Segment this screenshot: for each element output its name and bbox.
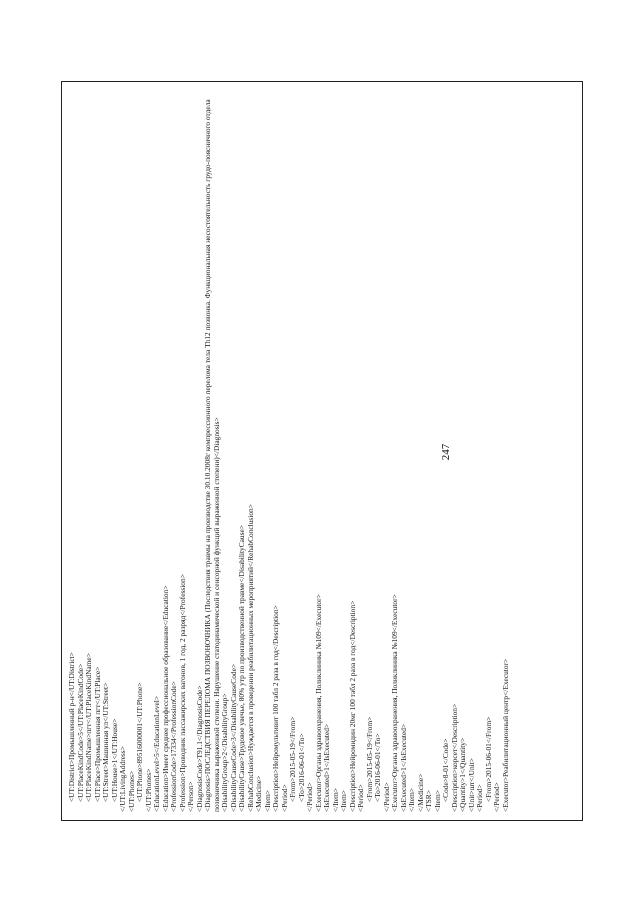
xml-line: </Period> bbox=[381, 782, 391, 812]
xml-line: <Description>корсет</Description> bbox=[449, 703, 459, 812]
xml-line: <Education>Имеет среднее профессиональное образование</Education> bbox=[160, 585, 170, 812]
xml-line: <IsExecuted>1</IsExecuted> bbox=[322, 723, 331, 812]
xml-line: </Medicine> bbox=[415, 773, 425, 812]
xml-line: <Item> bbox=[339, 790, 348, 812]
xml-line: <Executor>Органы здравоохранения, Поликлиника №109</Executor> bbox=[390, 594, 399, 812]
xml-line: <UT:PlaceKindCode>5</UT:PlaceKindCode> bbox=[75, 663, 85, 802]
xml-line: </Item> bbox=[330, 788, 340, 812]
xml-line: <UT:Phone>89516000001</UT:Phone> bbox=[135, 682, 144, 802]
xml-line: <Description>Нейромидин 20мг 100 табл 2 раза в год</Description> bbox=[347, 600, 357, 812]
xml-line: <Item> bbox=[432, 790, 442, 812]
xml-line: </Period> bbox=[305, 782, 314, 812]
xml-line: <Medicine> bbox=[254, 775, 263, 812]
xml-line: <IsExecuted>1</IsExecuted> bbox=[398, 723, 408, 812]
xml-line: <UT:House>1</UT:House> bbox=[109, 718, 119, 802]
xml-line: <Period> bbox=[356, 784, 365, 812]
xml-line: </Item> bbox=[407, 788, 416, 812]
xml-line: <UT:Place>Промышленная пгт</UT:Place> bbox=[92, 666, 102, 802]
xml-line: </UT:Phones> bbox=[143, 768, 153, 812]
xml-line: <ProfessionCode>17334</ProfessionCode> bbox=[169, 681, 178, 812]
xml-listing bbox=[64, 82, 580, 818]
xml-line: <UT:District>Промышленный р-н</UT:District> bbox=[67, 652, 76, 802]
xml-line: <DisabilityGroup>2</DisabilityGroup> bbox=[220, 693, 229, 812]
xml-line: </Person> bbox=[186, 781, 195, 812]
xml-line: </UT:LivingAddress> bbox=[118, 746, 127, 812]
xml-line: <To>2016-06-01</To> bbox=[296, 733, 306, 802]
xml-line: <Diagnosis>ПОСЛЕДСТВИЯ ПЕРЕЛОМА ПОЗВОНОЧНИКА (Последствия травмы на производстве 30.10.2008г компрессионного перелома тела Th12 позвонка. Функциональная несостоятельность грудо-поясничного отдела позвоночника выраженной степени. Нарушение статодинамической и сенсорной функций выраженной степени)</Diagnosis> bbox=[203, 99, 221, 812]
xml-line: <UT:Phones> bbox=[126, 770, 136, 812]
xml-line: <Period> bbox=[475, 784, 484, 812]
xml-line: <Profession>Проводник пассажирских вагонов, 1 год, 2 разряд</Profession> bbox=[177, 574, 187, 812]
xml-line: <Item> bbox=[262, 790, 272, 812]
xml-line: <RehabConclusion>Нуждается в проведении реабилитационных мероприятий</RehabConclusion> bbox=[245, 504, 255, 812]
xml-line: <DisabilityCauseCode>3</DisabilityCauseCode> bbox=[228, 663, 238, 812]
xml-line: <Code>8-01</Code> bbox=[441, 738, 450, 802]
xml-line: </Period> bbox=[492, 782, 501, 812]
xml-line: <Period> bbox=[279, 784, 289, 812]
xml-line: <From>2015-06-01</From> bbox=[483, 716, 493, 802]
xml-line: <DisabilityCause>Трудовое увечье, 80% утр по производственной травме</DisabilityCause> bbox=[237, 525, 246, 812]
xml-line: <TSR> bbox=[424, 790, 433, 812]
xml-listing-frame bbox=[61, 81, 583, 821]
xml-line: <Quantity>1</Quantity> bbox=[458, 737, 467, 812]
xml-line: <Unit>шт</Unit> bbox=[466, 758, 476, 812]
xml-line: <DiagnosisCode>T91.1</DiagnosisCode> bbox=[194, 685, 204, 812]
xml-line: <Executor>Органы здравоохранения, Поликлиника №109</Executor> bbox=[313, 594, 323, 812]
xml-line: <UT:Street>Машинная ул</UT:Street> bbox=[101, 682, 110, 802]
xml-line: <UT:PlaceKindName>пгт</UT:PlaceKindName> bbox=[84, 653, 93, 802]
page-number: 247 bbox=[440, 443, 452, 461]
xml-line: <EducationLevel>5</EducationLevel> bbox=[152, 696, 161, 812]
xml-line: <To>2016-06-01</To> bbox=[373, 733, 382, 802]
xml-line: <Description>Нейромультивит 100 табл 2 раза в год</Description> bbox=[271, 605, 280, 812]
xml-line: <From>2015-05-19</From> bbox=[288, 716, 297, 802]
xml-line: <From>2015-05-19</From> bbox=[364, 716, 374, 802]
xml-line: <Executor>Реабилитационный центр</Executor> bbox=[500, 658, 510, 812]
